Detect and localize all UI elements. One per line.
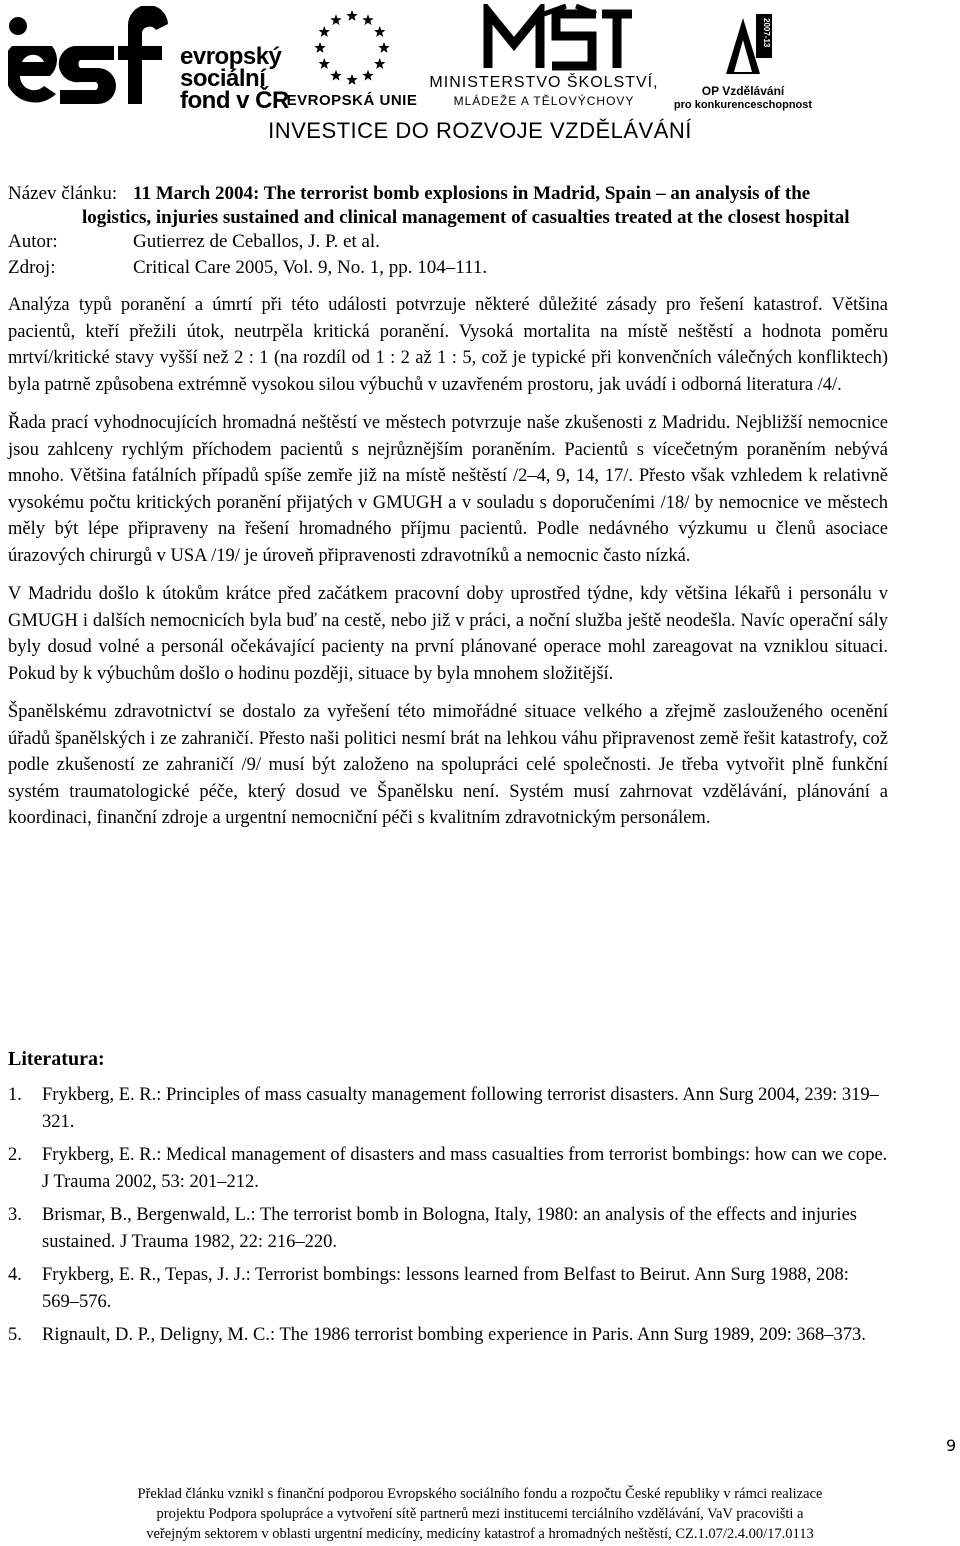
article-title-line1: 11 March 2004: The terrorist bomb explosions in Madrid, Spain – an analysis of the xyxy=(133,183,811,204)
eu-star-icon xyxy=(330,14,341,25)
msmt-line2: MLÁDEŽE A TĚLOVÝCHOVY xyxy=(453,94,635,108)
article-title-line2: logistics, injuries sustained and clinical management of casualties treated at the closest hospital xyxy=(82,207,850,228)
paragraph-1: Analýza typů poranění a úmrtí při této události potvrzuje některé důležité zásady pro řešení katastrof. Většina pacientů, kteří přežili útok, neutrpěla kritická poranění. Vysoká mortalita na místě neštěstí a hodnota poměru mrtví/kritické stavy vyšší než 2 : 1 (na rozdíl od 1 : 2 až 1 : 5, což je typické při konvenčních válečných konfliktech) byla patrně způsobena extrémně vysokou silou výbuchů v uzavřeném prostoru, jak uvádí i odborná literatura /4/. xyxy=(8,295,888,395)
eu-star-icon xyxy=(319,58,330,69)
source-label: Zdroj: xyxy=(8,257,56,278)
title-row xyxy=(8,182,956,232)
esf-logo xyxy=(8,6,289,116)
reference-number: 2. xyxy=(8,1145,22,1165)
footer-line3: veřejným sektorem v oblasti urgentní medicíny, medicíny katastrof a hromadných neštěstí, CZ.1.07/2.4.00/17.0113 xyxy=(146,1526,814,1542)
op-badge-icon xyxy=(668,14,818,82)
esf-mark-icon xyxy=(8,6,178,116)
reference-item xyxy=(8,1202,888,1256)
op-logo xyxy=(668,14,818,114)
paragraph-2: Řada prací vyhodnocujících hromadná neštěstí ve městech potvrzuje naše zkušenosti z Madridu. Nejbližší nemocnice jsou zahlceny rychlým příchodem pacientů s nejrůznějším poraněním. Pacientů s vícečetným poraněním nebývá mnoho. Většina fatálních případů spíše zemře již na místě neštěstí /2–4, 9, 14, 17/. Přesto však vzhledem k relativně vysokému počtu kritických poranění přijatých v GMUGH a v souladu s doporučeními /18/ by nemocnice ve městech měly být lépe připraveny na řešení hromadného příjmu pacientů. Podle nedávného výzkumu u členů asociace úrazových chirurgů v USA /19/ je úroveň připravenosti zdravotníků a nemocnic často nízká. xyxy=(8,413,888,566)
msmt-monogram-icon xyxy=(426,4,662,74)
op-line2: pro konkurenceschopnost xyxy=(673,99,813,111)
reference-text: Frykberg, E. R.: Medical management of disasters and mass casualties from terrorist bombings: how can we cope. J Trauma 2002, 53: 201–212. xyxy=(42,1145,888,1192)
eu-star-icon xyxy=(346,74,357,85)
eu-star-icon xyxy=(346,10,357,21)
eu-star-icon xyxy=(362,70,373,81)
reference-item xyxy=(8,1142,888,1196)
source-value: Critical Care 2005, Vol. 9, No. 1, pp. 104–111. xyxy=(133,257,488,278)
reference-number: 1. xyxy=(8,1085,22,1105)
eu-stars-icon xyxy=(282,8,422,90)
eu-star-icon xyxy=(374,26,385,37)
article-meta xyxy=(8,182,956,280)
reference-number: 5. xyxy=(8,1325,22,1345)
msmt-logo xyxy=(426,4,662,110)
reference-text: Brismar, B., Bergenwald, L.: The terrorist bomb in Bologna, Italy, 1980: an analysis of the effects and injuries sustained. J Trauma 1982, 22: 216–220. xyxy=(42,1205,857,1252)
author-label: Autor: xyxy=(8,231,58,252)
msmt-line1: MINISTERSTVO ŠKOLSTVÍ, xyxy=(429,74,659,91)
footer-line1: Překlad článku vznikl s finanční podporou Evropského sociálního fondu a rozpočtu České republiky v rámci realizace xyxy=(137,1486,823,1502)
eu-logo xyxy=(282,8,422,108)
source-row xyxy=(8,256,956,280)
reference-item xyxy=(8,1082,888,1136)
author-row xyxy=(8,230,956,254)
eu-star-icon xyxy=(314,42,325,53)
eu-star-icon xyxy=(374,58,385,69)
eu-star-icon xyxy=(378,42,389,53)
esf-line1: evropský xyxy=(180,43,282,70)
page-number: 9 xyxy=(946,1436,957,1455)
reference-text: Frykberg, E. R., Tepas, J. J.: Terrorist bombings: lessons learned from Belfast to Beirut. Ann Surg 1988, 208: 569–576. xyxy=(42,1265,849,1312)
header-logos xyxy=(0,0,960,150)
reference-list xyxy=(8,1082,888,1355)
title-label: Název článku: xyxy=(8,183,118,204)
esf-line2: sociální xyxy=(180,65,266,92)
reference-item xyxy=(8,1262,888,1316)
eu-label: EVROPSKÁ UNIE xyxy=(286,92,418,109)
esf-text xyxy=(180,43,289,114)
reference-text: Rignault, D. P., Deligny, M. C.: The 1986 terrorist bombing experience in Paris. Ann Surg 1989, 209: 368–373. xyxy=(42,1325,866,1345)
eu-star-icon xyxy=(319,26,330,37)
footer-line2: projektu Podpora spolupráce a vytvoření sítě partnerů mezi institucemi terciálního vzdělávání, VaV pracovišti a xyxy=(156,1506,804,1522)
investice-banner: INVESTICE DO ROZVOJE VZDĚLÁVÁNÍ xyxy=(268,118,692,143)
op-years: 2007-13 xyxy=(762,18,771,48)
esf-line3: fond v ČR xyxy=(180,87,289,114)
article-body xyxy=(8,292,888,844)
reference-text: Frykberg, E. R.: Principles of mass casualty management following terrorist disasters. Ann Surg 2004, 239: 319–321. xyxy=(42,1085,879,1132)
author-value: Gutierrez de Ceballos, J. P. et al. xyxy=(133,231,380,252)
op-line1: OP Vzdělávání xyxy=(701,84,785,98)
eu-star-icon xyxy=(330,70,341,81)
reference-number: 4. xyxy=(8,1265,22,1285)
literature-heading: Literatura: xyxy=(8,1048,105,1070)
footer xyxy=(0,1484,960,1544)
reference-number: 3. xyxy=(8,1205,22,1225)
eu-star-icon xyxy=(362,14,373,25)
paragraph-3: V Madridu došlo k útokům krátce před začátkem pracovní doby uprostřed týdne, kdy většina lékařů i personálu v GMUGH i dalších nemocnicích byla buď na cestě, nebo již v práci, a noční služba ještě neodešla. Navíc operační sály byly dosud volné a personál očekávající pacienty na první plánované operace mohl zareagovat na vzniklou situaci. Pokud by k výbuchům došlo o hodinu později, situace by byla mnohem složitější. xyxy=(8,584,888,684)
reference-item xyxy=(8,1322,888,1349)
paragraph-4: Španělskému zdravotnictví se dostalo za vyřešení této mimořádné situace velkého a zřejmě zaslouženého ocenění úřadů španělských i ze zahraničí. Přesto naši politici nesmí brát na lehkou váhu připravenost země řešit katastrofy, což podle zkušeností ze zahraničí /9/ musí být založeno na spolupráci celé společnosti. Je třeba vytvořit plně funkční systém traumatologické péče, který dosud ve Španělsku není. Systém musí zahrnovat vzdělávání, plánování a koordinaci, finanční zdroje a urgentní nemocniční péči s kvalitním zdravotnickým personálem. xyxy=(8,702,888,828)
